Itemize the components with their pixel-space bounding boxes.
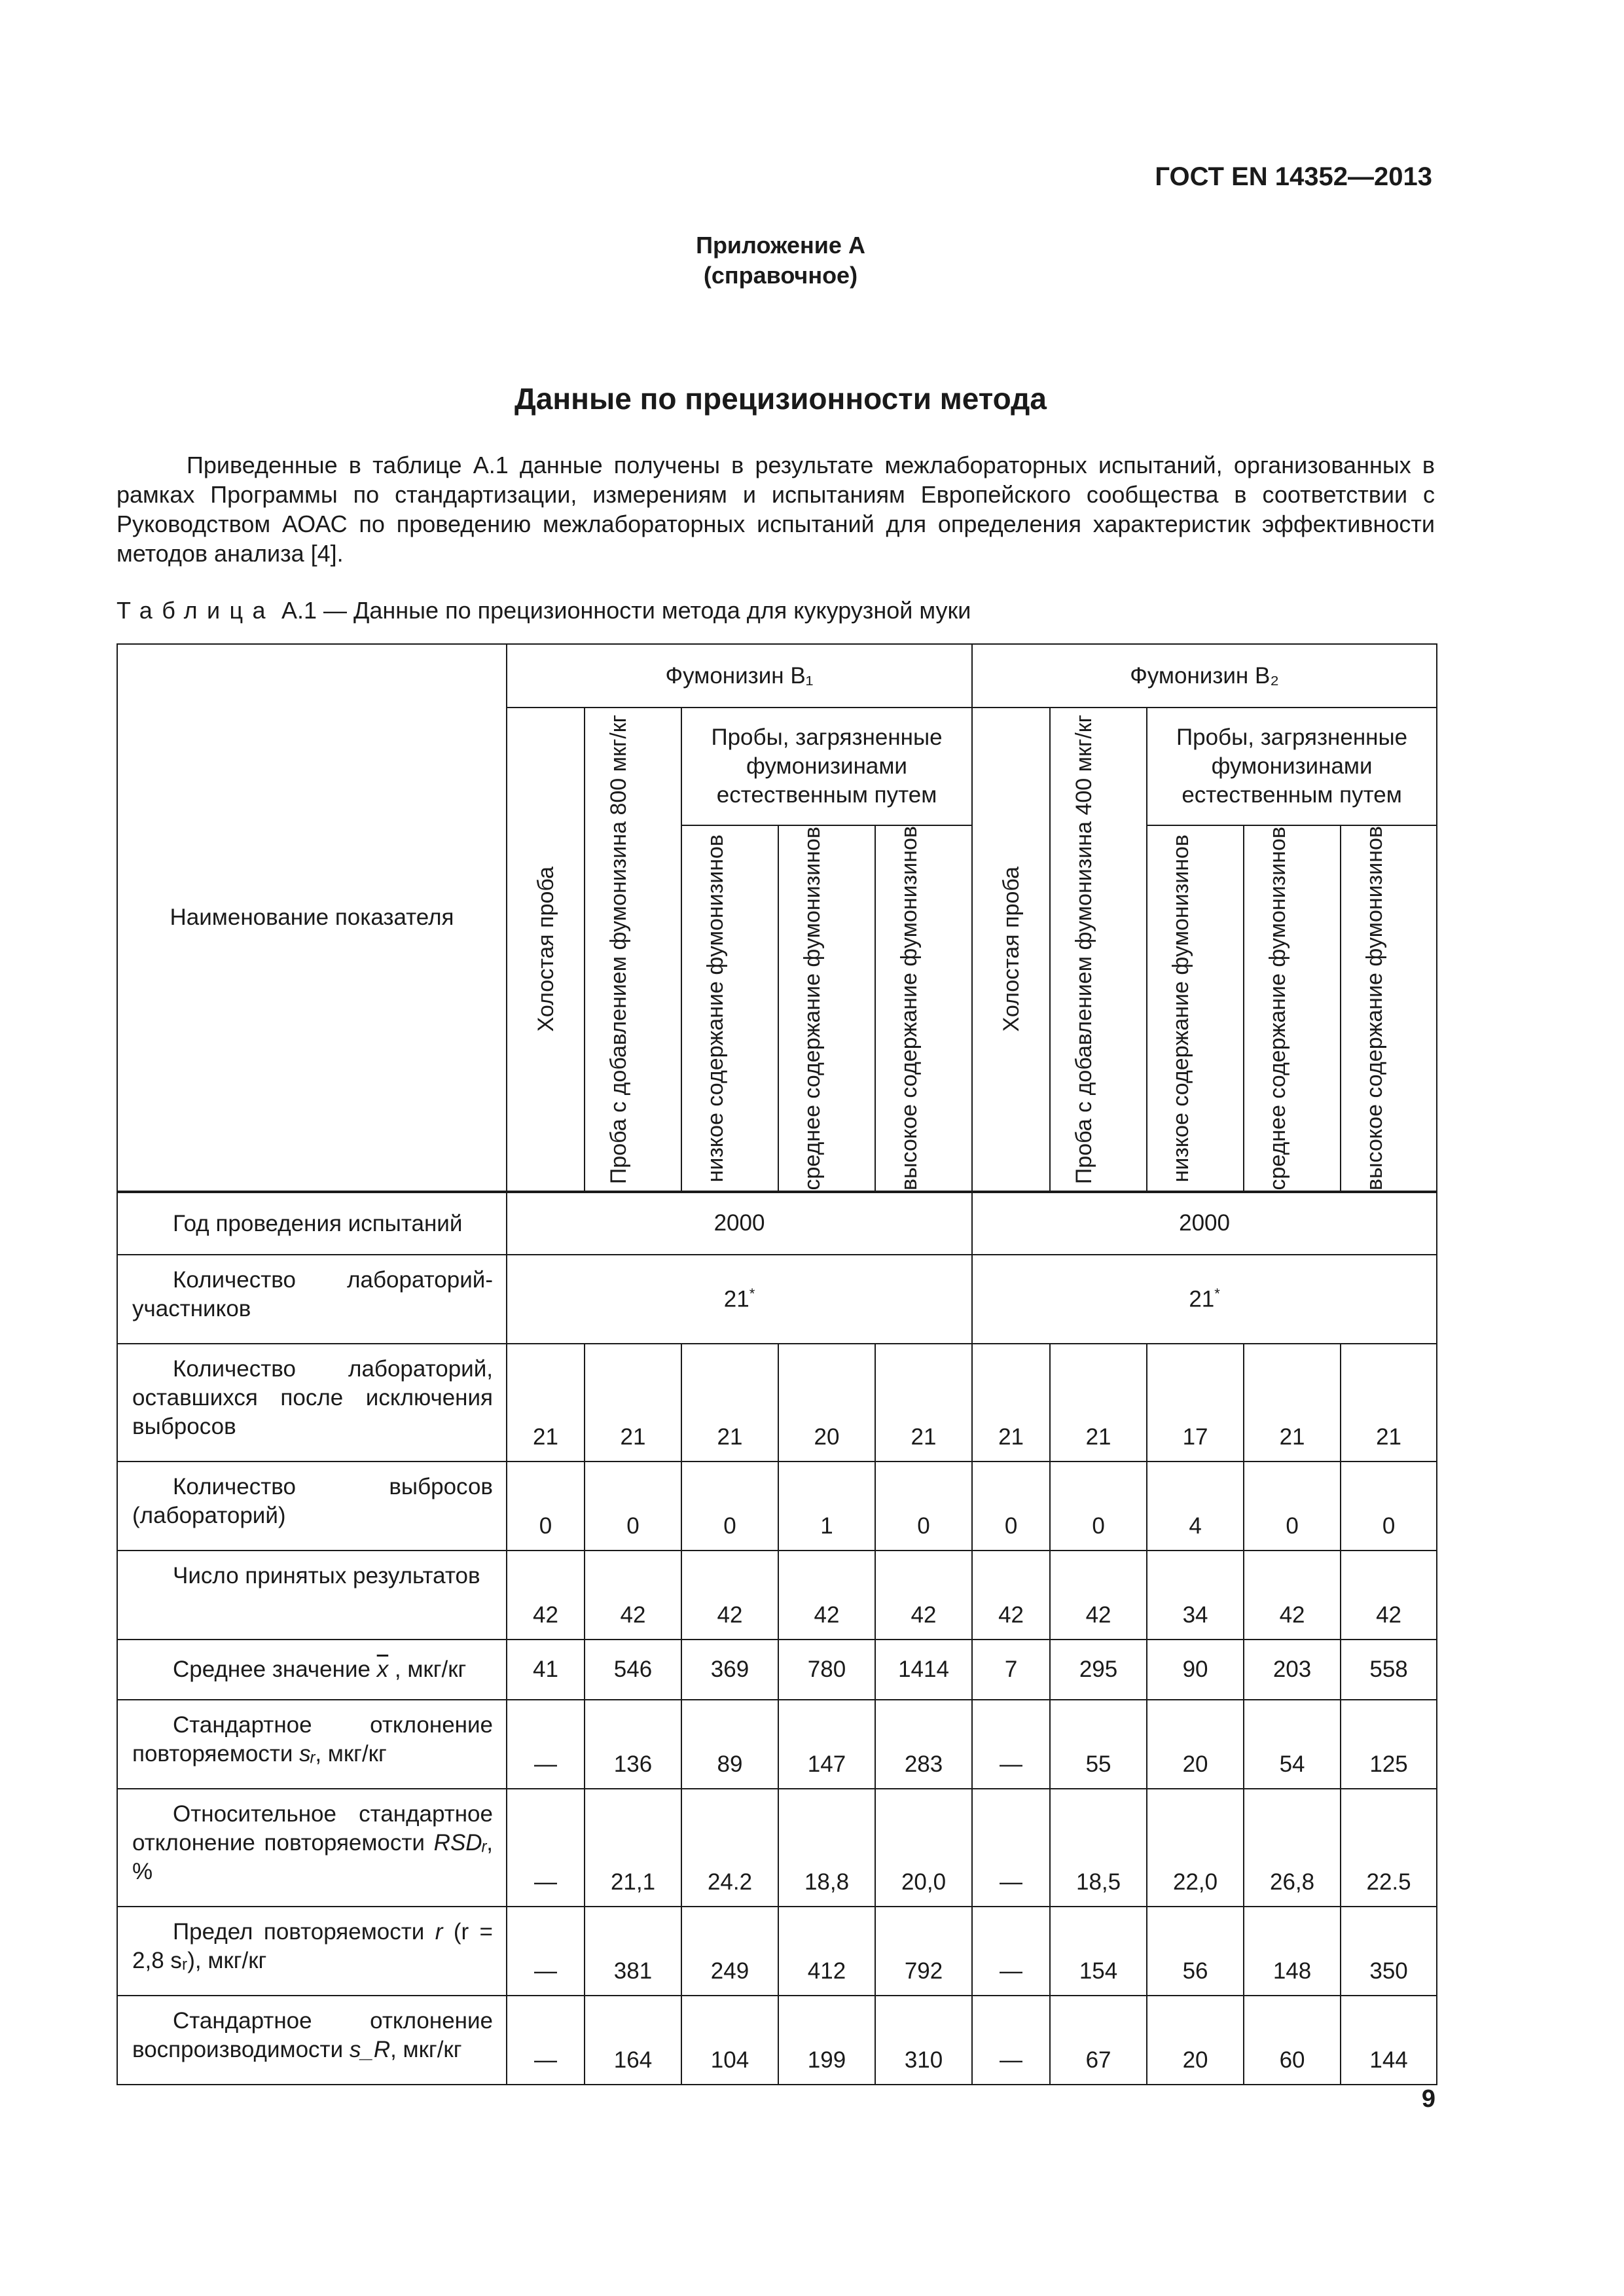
table-cell: — bbox=[972, 1996, 1050, 2085]
header-b1-blank: Холостая проба bbox=[507, 708, 585, 1192]
table-row bbox=[117, 1789, 1437, 1907]
table-cell: 154 bbox=[1050, 1907, 1147, 1996]
table-row bbox=[117, 1462, 1437, 1551]
table-row bbox=[117, 1996, 1437, 2085]
header-b1-natural: Пробы, загрязненные фумонизинами естественным путем bbox=[681, 708, 972, 825]
row-label: Количество выбросов (лабораторий) bbox=[117, 1462, 507, 1551]
row-label: Среднее значение $\overline{x}$ , мкг/кг bbox=[117, 1640, 507, 1700]
header-b2-low: низкое содержание фумонизинов bbox=[1147, 825, 1244, 1192]
table-cell: 283 bbox=[875, 1700, 972, 1789]
table-row bbox=[117, 1255, 1437, 1344]
row-label: Количество лабораторий-участников bbox=[117, 1255, 507, 1344]
table-cell: 558 bbox=[1341, 1640, 1437, 1700]
table-cell: 67 bbox=[1050, 1996, 1147, 2085]
table-cell: 22,0 bbox=[1147, 1789, 1244, 1907]
table-row bbox=[117, 1640, 1437, 1700]
header-b1-high: высокое содержание фумонизинов bbox=[875, 825, 972, 1192]
table-cell: 249 bbox=[681, 1907, 778, 1996]
header-b2-blank: Холостая проба bbox=[972, 708, 1050, 1192]
table-header bbox=[117, 644, 1437, 1192]
table-cell: 369 bbox=[681, 1640, 778, 1700]
table-cell: 60 bbox=[1244, 1996, 1341, 2085]
table-cell: 56 bbox=[1147, 1907, 1244, 1996]
table-cell: 104 bbox=[681, 1996, 778, 2085]
row-label: Год проведения испытаний bbox=[117, 1192, 507, 1255]
table-cell: 22.5 bbox=[1341, 1789, 1437, 1907]
table-cell: 21 bbox=[875, 1344, 972, 1462]
table-cell: 26,8 bbox=[1244, 1789, 1341, 1907]
annex-status: (справочное) bbox=[703, 262, 858, 289]
table-cell: 0 bbox=[507, 1462, 585, 1551]
table-cell: 1414 bbox=[875, 1640, 972, 1700]
table-cell: 42 bbox=[1244, 1551, 1341, 1640]
table-cell: 0 bbox=[972, 1462, 1050, 1551]
table-cell: 412 bbox=[778, 1907, 875, 1996]
page-number: 9 bbox=[1421, 2085, 1435, 2113]
table-cell: 42 bbox=[1050, 1551, 1147, 1640]
table-cell: 24.2 bbox=[681, 1789, 778, 1907]
cell-b2: 21* bbox=[972, 1255, 1437, 1344]
table-cell: 18,5 bbox=[1050, 1789, 1147, 1907]
table-cell: 381 bbox=[585, 1907, 681, 1996]
table-cell: — bbox=[507, 1700, 585, 1789]
table-cell: 21 bbox=[681, 1344, 778, 1462]
header-b2-natural: Пробы, загрязненные фумонизинами естественным путем bbox=[1147, 708, 1437, 825]
header-b1-low: низкое содержание фумонизинов bbox=[681, 825, 778, 1192]
table-cell: 42 bbox=[1341, 1551, 1437, 1640]
table-cell: 17 bbox=[1147, 1344, 1244, 1462]
table-body bbox=[117, 1192, 1437, 2085]
cell-b2: 2000 bbox=[972, 1192, 1437, 1255]
table-cell: 148 bbox=[1244, 1907, 1341, 1996]
table-cell: 0 bbox=[1244, 1462, 1341, 1551]
table-cell: 546 bbox=[585, 1640, 681, 1700]
table-cell: 4 bbox=[1147, 1462, 1244, 1551]
table-cell: 0 bbox=[1050, 1462, 1147, 1551]
table-cell: 54 bbox=[1244, 1700, 1341, 1789]
table-cell: 41 bbox=[507, 1640, 585, 1700]
table-cell: 21 bbox=[1050, 1344, 1147, 1462]
table-cell: 21 bbox=[1341, 1344, 1437, 1462]
table-cell: — bbox=[507, 1996, 585, 2085]
cell-b1: 21* bbox=[507, 1255, 972, 1344]
table-cell: 0 bbox=[681, 1462, 778, 1551]
table-caption-text: А.1 — Данные по прецизионности метода для кукурузной муки bbox=[281, 597, 971, 624]
section-title: Данные по прецизионности метода bbox=[514, 382, 1047, 416]
row-label: Стандартное отклонение воспроизводимости s_R, мкг/кг bbox=[117, 1996, 507, 2085]
table-cell: 42 bbox=[585, 1551, 681, 1640]
table-cell: 42 bbox=[681, 1551, 778, 1640]
table-cell: — bbox=[972, 1907, 1050, 1996]
table-cell: 780 bbox=[778, 1640, 875, 1700]
table-cell: 310 bbox=[875, 1996, 972, 2085]
mean-symbol: $\overline{x}$ bbox=[376, 1656, 389, 1682]
symbol: r bbox=[435, 1918, 443, 1945]
table-cell: 21,1 bbox=[585, 1789, 681, 1907]
table-cell: — bbox=[507, 1907, 585, 1996]
table-cell: 0 bbox=[1341, 1462, 1437, 1551]
table-cell: 34 bbox=[1147, 1551, 1244, 1640]
table-cell: 21 bbox=[972, 1344, 1050, 1462]
table-cell: 164 bbox=[585, 1996, 681, 2085]
row-label: Число принятых результатов bbox=[117, 1551, 507, 1640]
table-cell: 55 bbox=[1050, 1700, 1147, 1789]
table-cell: 350 bbox=[1341, 1907, 1437, 1996]
table-cell: — bbox=[972, 1789, 1050, 1907]
footnote-mark: * bbox=[749, 1285, 755, 1302]
header-group-b1: Фумонизин В₁ bbox=[507, 644, 972, 708]
table-cell: 42 bbox=[972, 1551, 1050, 1640]
header-indicator-name: Наименование показателя bbox=[117, 644, 507, 1192]
table-cell: 20 bbox=[1147, 1996, 1244, 2085]
table-cell: 20 bbox=[778, 1344, 875, 1462]
table-cell: 144 bbox=[1341, 1996, 1437, 2085]
table-row bbox=[117, 1192, 1437, 1255]
table-row bbox=[117, 1344, 1437, 1462]
table-cell: 20,0 bbox=[875, 1789, 972, 1907]
symbol: s_R bbox=[349, 2036, 391, 2062]
table-cell: 0 bbox=[585, 1462, 681, 1551]
header-b2-spiked: Проба с добавлением фумонизина 400 мкг/кг bbox=[1050, 708, 1147, 1192]
table-cell: 136 bbox=[585, 1700, 681, 1789]
standard-designation: ГОСТ EN 14352—2013 bbox=[1155, 162, 1432, 191]
annex-heading bbox=[0, 230, 1561, 291]
table-cell: — bbox=[507, 1789, 585, 1907]
table-cell: 199 bbox=[778, 1996, 875, 2085]
table-cell: 1 bbox=[778, 1462, 875, 1551]
header-b2-medium: среднее содержание фумонизинов bbox=[1244, 825, 1341, 1192]
footnote-mark: * bbox=[1214, 1285, 1220, 1302]
table-cell: 21 bbox=[585, 1344, 681, 1462]
table-cell: 42 bbox=[875, 1551, 972, 1640]
table-cell: 90 bbox=[1147, 1640, 1244, 1700]
table-row bbox=[117, 1907, 1437, 1996]
table-cell: 792 bbox=[875, 1907, 972, 1996]
cell-b1: 2000 bbox=[507, 1192, 972, 1255]
table-cell: 0 bbox=[875, 1462, 972, 1551]
header-b1-spiked: Проба с добавлением фумонизина 800 мкг/кг bbox=[585, 708, 681, 1192]
table-cell: 21 bbox=[1244, 1344, 1341, 1462]
table-cell: 89 bbox=[681, 1700, 778, 1789]
precision-table bbox=[117, 643, 1437, 2085]
symbol: RSDᵣ bbox=[433, 1829, 487, 1856]
table-cell: 295 bbox=[1050, 1640, 1147, 1700]
intro-paragraph: Приведенные в таблице А.1 данные получены в результате межлабораторных испытаний, организованных в рамках Программы по стандартизации, измерениям и испытаниям Европейского сообщества в соответствии с Руководством АОАС по проведению межлабораторных испытаний для определения характеристик эффективности методов анализа [4]. bbox=[117, 452, 1435, 567]
row-label: Относительное стандартное отклонение повторяемости RSDᵣ, % bbox=[117, 1789, 507, 1907]
table-cell: 20 bbox=[1147, 1700, 1244, 1789]
row-label: Предел повторяемости r (r = 2,8 sᵣ), мкг/кг bbox=[117, 1907, 507, 1996]
symbol: sᵣ bbox=[299, 1740, 316, 1767]
table-row bbox=[117, 1700, 1437, 1789]
row-label: Стандартное отклонение повторяемости sᵣ, мкг/кг bbox=[117, 1700, 507, 1789]
table-cell: 21 bbox=[507, 1344, 585, 1462]
table-cell: 42 bbox=[778, 1551, 875, 1640]
header-b1-medium: среднее содержание фумонизинов bbox=[778, 825, 875, 1192]
table-cell: 7 bbox=[972, 1640, 1050, 1700]
table-cell: 147 bbox=[778, 1700, 875, 1789]
table-cell: 18,8 bbox=[778, 1789, 875, 1907]
table-cell: 203 bbox=[1244, 1640, 1341, 1700]
header-b2-high: высокое содержание фумонизинов bbox=[1341, 825, 1437, 1192]
table-caption bbox=[117, 597, 971, 624]
table-caption-label: Таблица bbox=[117, 597, 275, 624]
table-cell: — bbox=[972, 1700, 1050, 1789]
table-cell: 125 bbox=[1341, 1700, 1437, 1789]
table-row bbox=[117, 1551, 1437, 1640]
annex-title: Приложение А bbox=[696, 232, 865, 259]
table-cell: 42 bbox=[507, 1551, 585, 1640]
header-group-b2: Фумонизин В₂ bbox=[972, 644, 1437, 708]
row-label: Количество лабораторий, оставшихся после исключения выбросов bbox=[117, 1344, 507, 1462]
